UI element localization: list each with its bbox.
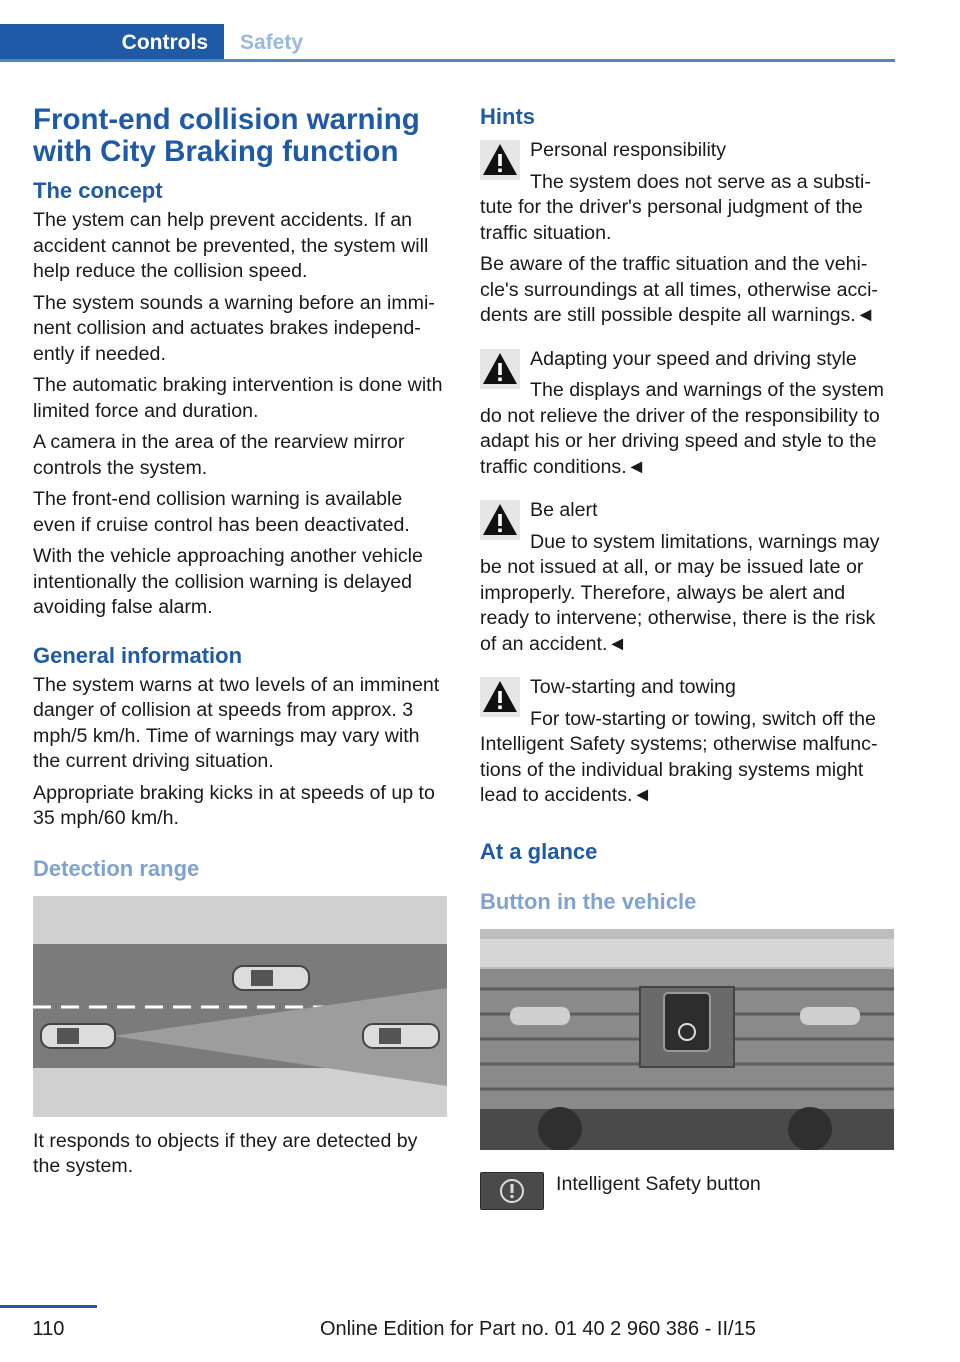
general-heading: General information xyxy=(33,642,243,668)
detection-range-illustration xyxy=(33,896,447,1117)
warning-body: For tow-starting or towing, switch off the Intelligent Safety systems; otherwise malfunc‐tions of the individual braking systems might lead to accidents.◄ xyxy=(480,707,878,806)
warning-body: The system does not serve as a substi‐tute for the driver's personal judgment of the traffic situation. xyxy=(480,170,871,244)
general-paragraph: Appropriate braking kicks in at speeds of up to 35 mph/60 km/h. xyxy=(33,781,435,829)
intelligent-safety-icon xyxy=(480,1172,544,1210)
warning-block xyxy=(480,675,894,809)
left-column xyxy=(33,100,447,1180)
tab-controls[interactable]: Controls xyxy=(0,24,224,62)
vehicle-button-photo xyxy=(480,929,894,1150)
button-label: Intelligent Safety button xyxy=(556,1172,761,1195)
button-heading: Button in the vehicle xyxy=(480,888,697,914)
hints-heading: Hints xyxy=(480,104,535,129)
concept-paragraph: The system sounds a warning before an immi‐nent collision and actuates brakes independ‐ently if needed. xyxy=(33,291,435,365)
car-icon xyxy=(41,1024,115,1048)
page-number: 110 xyxy=(32,1318,65,1340)
warning-icon xyxy=(480,349,520,389)
warning-title: Personal responsibility xyxy=(530,139,727,161)
concept-heading: The concept xyxy=(33,178,163,203)
warning-body: Due to system limitations, warnings may be not issued at all, or may be issued late or improperly. Therefore, always be alert and ready to intervene; otherwise, there is the risk of an accident.◄ xyxy=(480,530,880,655)
warning-title: Tow-starting and towing xyxy=(530,676,736,698)
concept-paragraph: A camera in the area of the rearview mirror controls the system. xyxy=(33,431,405,479)
warning-block xyxy=(480,347,894,481)
warning-block xyxy=(480,498,894,657)
right-column xyxy=(480,100,894,1210)
page-title: Front-end collision warning with City Braking function xyxy=(33,103,420,168)
legend-row xyxy=(480,1172,894,1210)
page-header xyxy=(0,0,895,62)
concept-paragraph: The ystem can help prevent accidents. If an accident cannot be prevented, the system will help reduce the collision speed. xyxy=(33,209,429,282)
detection-heading: Detection range xyxy=(33,855,200,881)
tab-safety[interactable]: Safety xyxy=(240,31,304,54)
edition-text: Online Edition for Part no. 01 40 2 960 386 - II/15 xyxy=(320,1318,756,1340)
warning-block xyxy=(480,138,894,329)
concept-paragraph: The automatic braking intervention is done with limited force and duration. xyxy=(33,374,443,422)
car-icon xyxy=(233,966,309,990)
warning-title: Be alert xyxy=(530,499,598,521)
warning-extra: Be aware of the traffic situation and the vehi‐cle's surroundings at all times, otherwise acci‐dents are still possible despite all warnings.◄ xyxy=(480,253,878,326)
concept-paragraph: The front-end collision warning is available even if cruise control has been deactivated. xyxy=(33,488,410,536)
concept-paragraph: With the vehicle approaching another vehicle intentionally the collision warning is delayed avoiding false alarm. xyxy=(33,545,423,618)
warning-icon xyxy=(480,140,520,180)
car-icon xyxy=(363,1024,439,1048)
header-divider xyxy=(0,59,895,62)
glance-heading: At a glance xyxy=(480,838,598,864)
general-paragraph: The system warns at two levels of an imminent danger of collision at speeds from approx. 3 mph/5 km/h. Time of warnings may vary with the current driving situation. xyxy=(33,673,440,772)
warning-icon xyxy=(480,500,520,540)
footer-divider xyxy=(0,1305,97,1308)
warning-icon xyxy=(480,677,520,717)
warning-title: Adapting your speed and driving style xyxy=(530,347,857,370)
detection-caption: It responds to objects if they are detected by the system. xyxy=(33,1129,418,1177)
warning-body: The displays and warnings of the system do not relieve the driver of the responsibility to adapt his or her driving speed and style to the traffic conditions.◄ xyxy=(480,379,884,478)
